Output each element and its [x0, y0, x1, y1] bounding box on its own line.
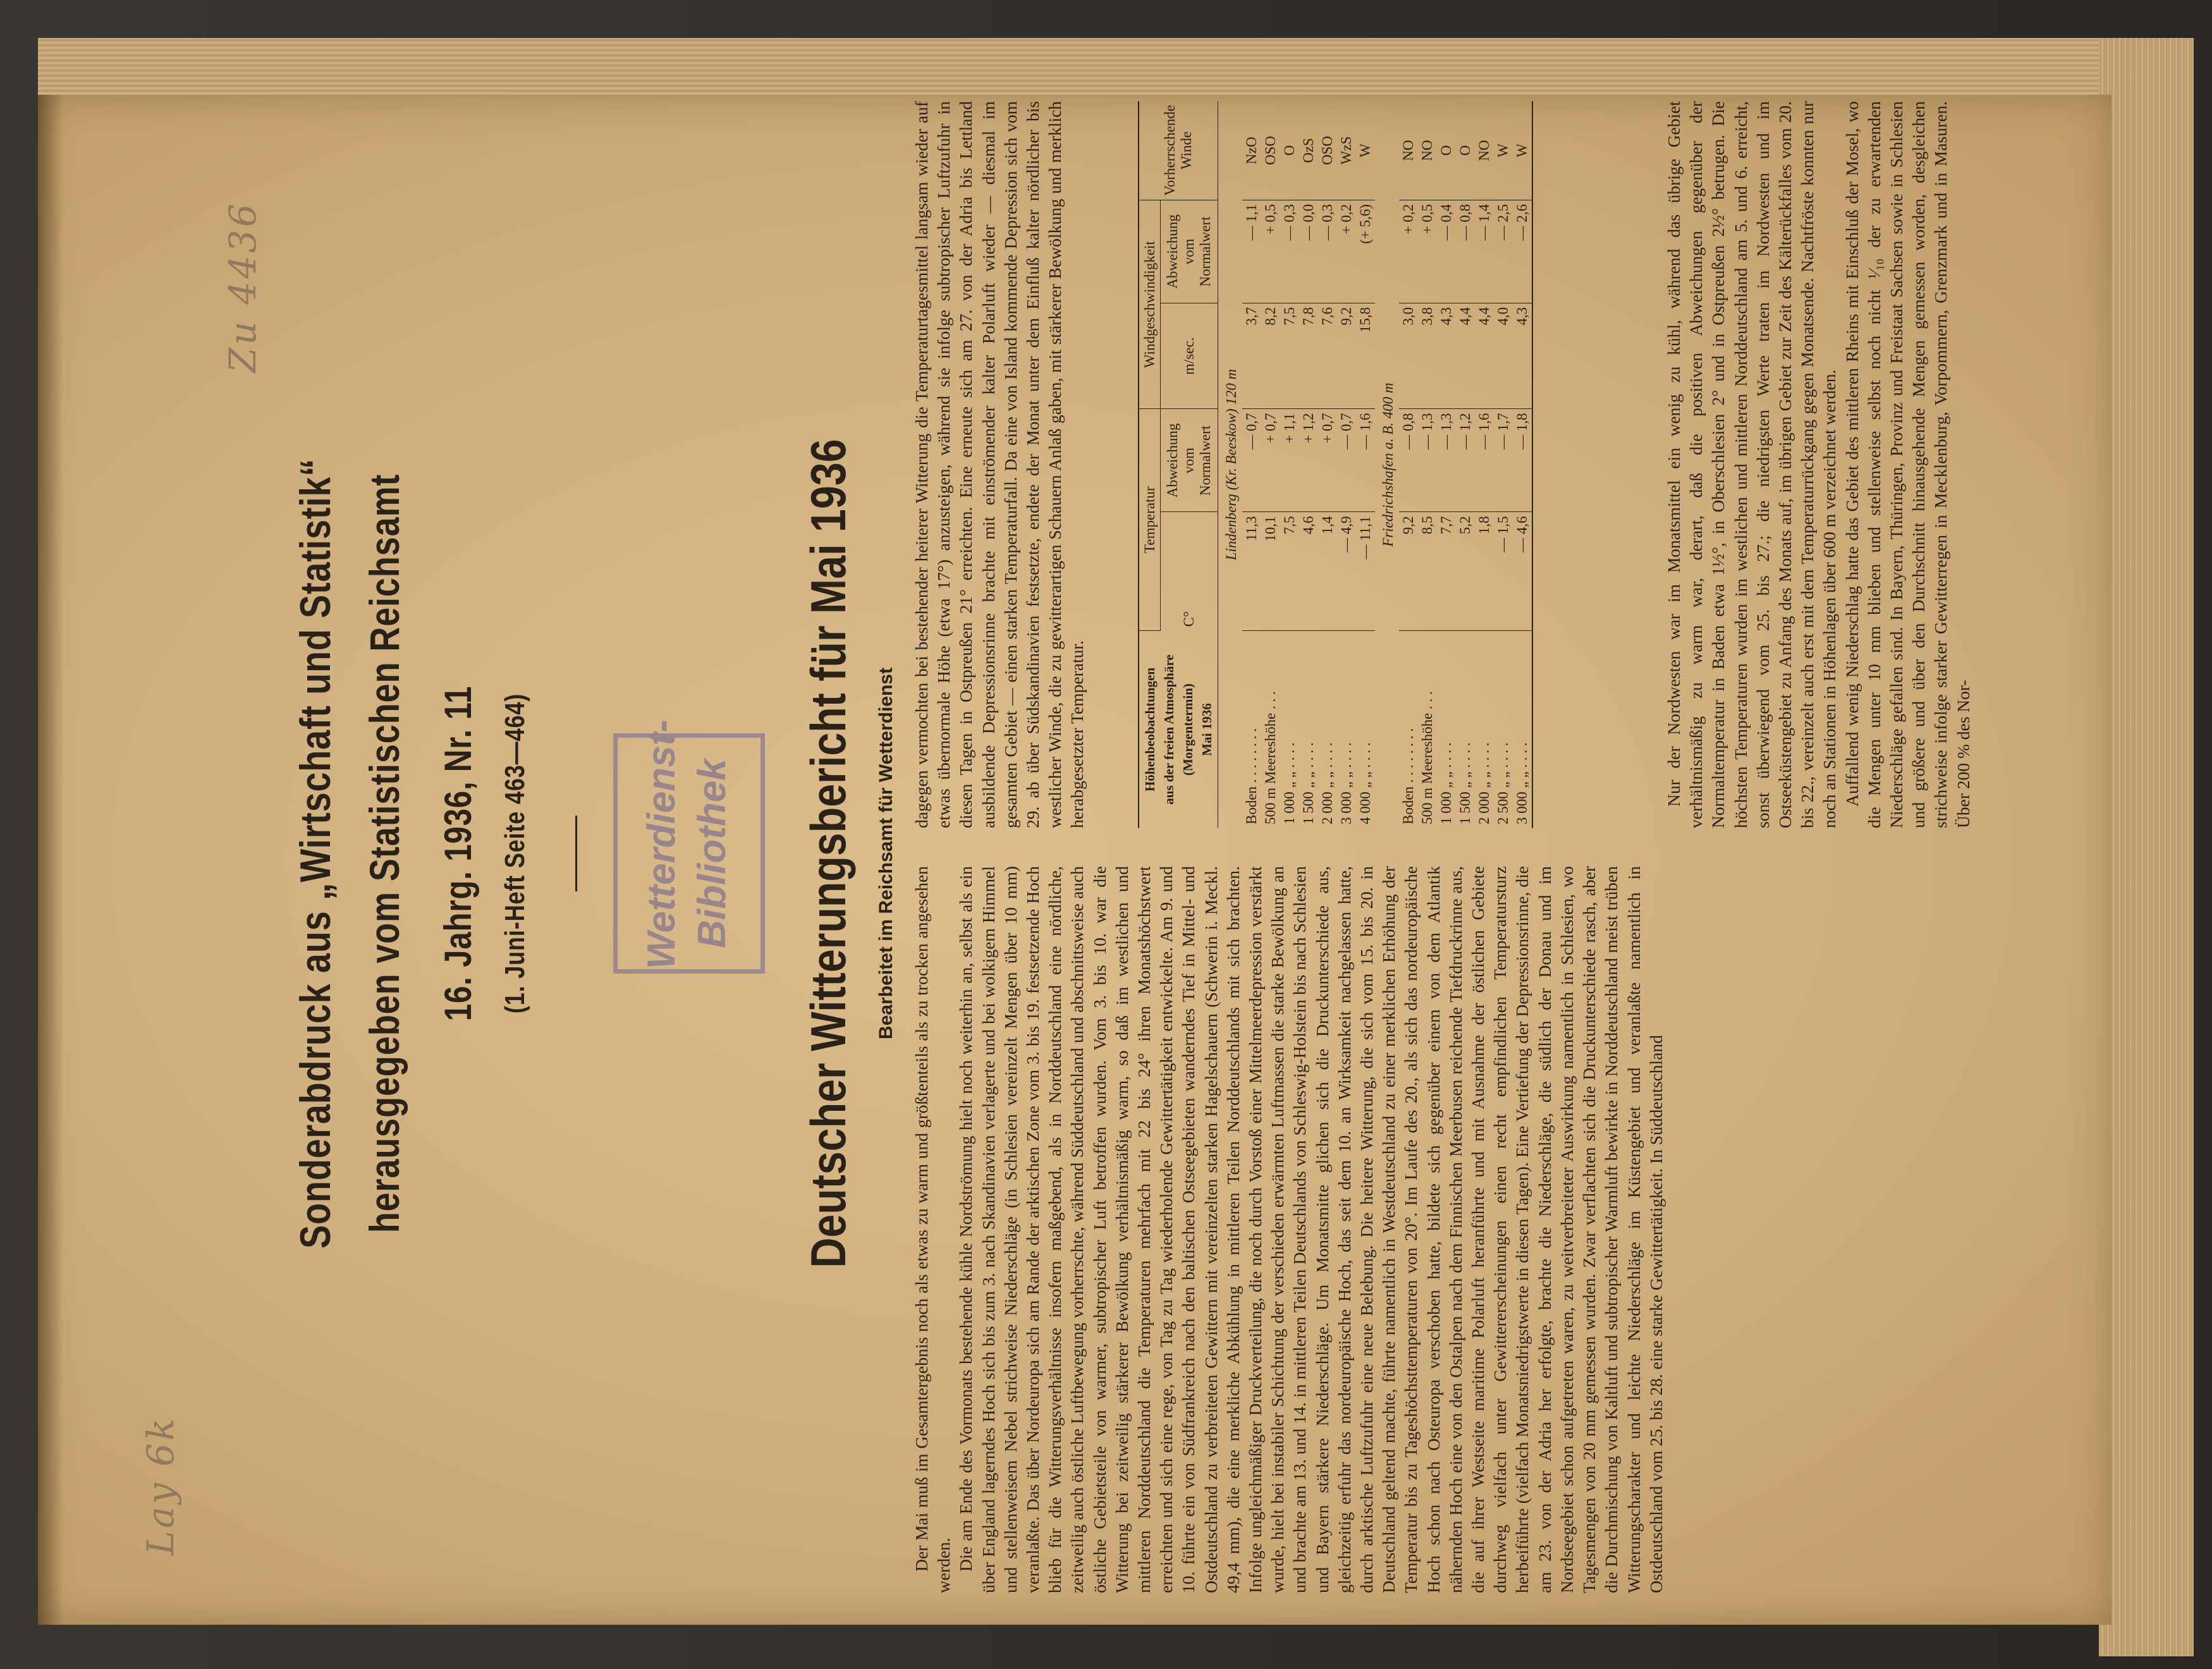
table-cell: — 1,7 — [1494, 409, 1513, 512]
stub-line-4: Mai 1936 — [1199, 703, 1214, 756]
table-row — [1513, 101, 1532, 828]
observations-table — [1138, 101, 1533, 828]
wind-group-header: Windgeschwindigkeit — [1139, 200, 1161, 408]
table-cell: 11,3 — [1242, 512, 1261, 631]
paragraph: Der Mai muß im Gesamtergebnis noch als etwas zu warm und größtenteils als zu trocken angesehen werden. — [912, 866, 954, 1593]
table-cell: 9,2 — [1337, 303, 1356, 408]
table-row — [1242, 101, 1261, 828]
table-cell: + 0,5 — [1418, 200, 1437, 303]
table-row — [1261, 101, 1280, 828]
table-cell: 9,2 — [1399, 512, 1418, 631]
header-line-1: Sonderabdruck aus „Wirtschaft und Statistik“ — [291, 458, 339, 1249]
right-intro-paragraph — [910, 101, 1119, 828]
table-cell: — 1,3 — [1437, 409, 1456, 512]
table-cell: 7,6 — [1318, 303, 1337, 408]
table-cell: — 0,8 — [1456, 200, 1475, 303]
table-cell: + 0,7 — [1318, 409, 1337, 512]
table-cell: — 2,5 — [1494, 200, 1513, 303]
table-row — [1356, 101, 1375, 828]
table-cell: 3,8 — [1418, 303, 1437, 408]
rotated-content — [82, 101, 2074, 1606]
table-cell: OSO — [1261, 101, 1280, 200]
lindenberg-section — [1218, 101, 1376, 828]
table-cell: — 0,8 — [1399, 409, 1418, 512]
table-cell: — 1,6 — [1475, 409, 1494, 512]
table-cell: O — [1437, 101, 1456, 200]
table-cell: — 0,7 — [1242, 409, 1261, 512]
page-gutter — [38, 95, 63, 1625]
paragraph: Die am Ende des Vormonats bestehende kühle Nordströmung hielt noch weiterhin an, selbst als ein über England lagerndes Hoch sich bis zum 3. nach Skandinavien verlagerte und bei wolkigem Himmel und stellenweisem Nebel strichweise Niederschläge (in Schlesien vereinzelt Mengen über 10 mm) veranlaßte. Das über Nordeuropa sich am Rande der arktischen Zone vom 3. bis 19. festsetzende Hoch blieb für die Witterungsverhältnisse insofern maßgebend, als in Norddeutschland eine nördliche, zeitweilig auch östliche Luftbewegung vorherrschte, während Süddeutschland und abschnittsweise auch östliche Gebietsteile von warmer, subtropischer Luft betroffen wurden. Vom 3. bis 10. war die Witterung bei zeitweilig stärkerer Bewölkung verhältnismäßig warm, so daß im westlichen und mittleren Norddeutschland die Temperaturen mehrfach mit 22 bis 24° ihren Monatshöchstwert erreichten und sich eine rege, von Tag zu Tag wiederholende Gewittertätigkeit entwickelte. Am 9. und 10. führte ein von Südfrankreich nach den baltischen Ostseegebieten wanderndes Tief in Mittel- und Ostdeutschland zu verbreiteten Gewittern mit vereinzelten starken Hagelschauern (Schwerin i. Meckl. 49,4 mm), die eine merkliche Abkühlung in mittleren Teilen Norddeutschlands mit sich brachten. Infolge ungleichmäßiger Druckverteilung, die noch durch Vorstoß einer Mittelmeerdepression verstärkt wurde, hielt bei instabiler Schichtung der verschieden erwärmten Luftmassen die starke Bewölkung an und brachte am 13. und 14. in mittleren Teilen Deutschlands von Schleswig-Holstein bis nach Schlesien und Bayern stärkere Niederschläge. Um Monatsmitte glichen sich die Druckunterschiede aus, gleichzeitig erfuhr das nordeuropäische Hoch, das seit dem 10. an Wirksamkeit nachgelassen hatte, durch arktische Luftzufuhr eine neue Belebung. Die heitere Witterung, die sich vom 15. bis 20. in Deutschland geltend machte, führte namentlich in Westdeutschland zu einer merklichen Erhöhung der Temperatur bis zu Tageshöchsttemperaturen von 20°. Im Laufe des 20., als sich das nordeuropäische Hoch schon nach Osteuropa verschoben hatte, bildete sich gegenüber einem von dem Atlantik nähernden Hoch eine von den Ostalpen nach dem Finnischen Meerbusen reichende Tiefdruckrinne aus, die auf ihrer Westseite maritime Polarluft heranführte und mit Ausnahme der östlichen Gebiete durchweg vielfach unter Gewittererscheinungen einen recht empfindlichen Temperatursturz herbeiführte (vielfach Monatsniedrigstwerte in diesen Tagen). Eine Vertiefung der Depressionsrinne, die am 23. von der Adria her erfolgte, brachte die Niederschläge, die südlich der Donau und im Nordseegebiet schon aufgetreten waren, zu weitverbreiteter Auswirkung namentlich in Schlesien, wo Tagesmengen von 20 mm gemessen wurden. Zwar verflachten sich die Druckunterschiede rasch, aber die Durchmischung von Kaltluft und subtropischer Warmluft bewirkte in Norddeutschland meist trüben Witterungscharakter und leichte Niederschläge im Küstengebiet und veranlaßte namentlich in Ostdeutschland vom 25. bis 28. eine starke Gewittertätigkeit. In Süddeutschland — [956, 866, 1666, 1593]
table-cell: + 0,2 — [1337, 200, 1356, 303]
table-cell: 4,4 — [1475, 303, 1494, 408]
friedrichshafen-section — [1375, 101, 1532, 828]
stub-line-3: (Morgentermin) — [1180, 683, 1195, 776]
table-cell: — 4,6 — [1513, 512, 1532, 631]
table-stub-header — [1139, 631, 1218, 829]
paragraph: Auffallend wenig Niederschlag hatte das Gebiet des mittleren Rheins mit Einschluß der Mosel, wo die Mengen unter 10 mm blieben und stellenweise selbst noch nicht ¹⁄₁₀ der zu erwartenden Niederschläge gefallen sind. In Bayern, Thüringen, Provinz und Freistaat Sachsen sowie in Schlesien und größere und über den Durchschnitt hinausgehende Mengen gemessen worden, desgleichen strichweise infolge starker Gewitterregen in Mecklenburg, Vorpommern, Grenzmark und in Masuren. Über 200 % des Nor- — [1842, 101, 1973, 828]
table-cell: — 0,3 — [1318, 200, 1337, 303]
table-row — [1418, 101, 1437, 828]
table-cell: NO — [1418, 101, 1437, 200]
stamp-line-2: Bibliothek — [690, 759, 734, 948]
row-label: 2 500 „ „ . . . . — [1495, 742, 1511, 824]
right-text-column — [1663, 101, 2055, 828]
table-cell: 8,5 — [1418, 512, 1437, 631]
table-cell: + 0,5 — [1261, 200, 1280, 303]
report-subtitle: Bearbeitet im Reichsamt für Wetterdienst — [876, 668, 896, 1039]
table-cell: NzO — [1242, 101, 1261, 200]
table-row — [1318, 101, 1337, 828]
table-cell: 1,8 — [1475, 512, 1494, 631]
table-cell: + 0,2 — [1399, 200, 1418, 303]
row-label: Boden . . . . . . . . — [1243, 728, 1259, 824]
row-label: 500 m Meereshöhe . . . — [1262, 691, 1278, 824]
table-cell: 4,3 — [1437, 303, 1456, 408]
table-cell: 7,8 — [1299, 303, 1318, 408]
header-rule — [575, 816, 577, 891]
table-cell: 5,2 — [1456, 512, 1475, 631]
table-cell: (+ 5,6) — [1356, 200, 1375, 303]
table-row — [1280, 101, 1299, 828]
table-cell: 7,5 — [1280, 303, 1299, 408]
table-cell: — 1,1 — [1242, 200, 1261, 303]
table-row — [1337, 101, 1356, 828]
table-cell: — 2,6 — [1513, 200, 1532, 303]
temp-c-header: C° — [1161, 512, 1218, 631]
table-cell: — 4,9 — [1337, 512, 1356, 631]
row-label: 1 500 „ „ . . . . — [1457, 742, 1473, 824]
header-line-2: herausgegeben vom Statistischen Reichsamt — [361, 474, 408, 1233]
table-cell: O — [1280, 101, 1299, 200]
table-cell: — 0,0 — [1299, 200, 1318, 303]
pencil-note-bottom: Lay 6k — [139, 1415, 182, 1555]
table-cell: W — [1494, 101, 1513, 200]
row-label: 1 500 „ „ . . . . — [1300, 742, 1316, 824]
table-cell: + 0,7 — [1261, 409, 1280, 512]
table-row — [1494, 101, 1513, 828]
table-cell: 1,4 — [1318, 512, 1337, 631]
table-cell: — 1,6 — [1356, 409, 1375, 512]
stub-line-2: aus der freien Atmosphäre — [1161, 654, 1176, 805]
section-title-lindenberg: Lindenberg (Kr. Beeskow) 120 m — [1223, 369, 1239, 561]
table-row — [1299, 101, 1318, 828]
table-cell: — 0,3 — [1280, 200, 1299, 303]
table-cell: + 1,1 — [1280, 409, 1299, 512]
table-cell: 10,1 — [1261, 512, 1280, 631]
temperature-group-header: Temperatur — [1139, 409, 1161, 631]
table-row — [1437, 101, 1456, 828]
table-cell: OSO — [1318, 101, 1337, 200]
table-cell: 4,0 — [1494, 303, 1513, 408]
row-label: Boden . . . . . . . . — [1400, 728, 1416, 824]
report-title: Deutscher Witterungsbericht für Mai 1936 — [800, 439, 856, 1268]
temp-dev-header: Abweichung vom Normalwert — [1161, 409, 1218, 512]
table-cell: — 1,3 — [1418, 409, 1437, 512]
row-label: 3 000 „ „ . . . . — [1338, 742, 1354, 824]
paragraph: dagegen vermochten bei bestehender heiterer Witterung die Temperaturtagesmittel langsam wieder auf etwas übernormale Höhe (etwa 17°) anzusteigen, während sie infolge subtropischer Luftzufuhr in diesen Tagen in Ostpreußen 21° erreichten. Eine erneute sich am 27. von der Adria bis Lettland ausbildende Depressionsrinne brachte mit einströmender kalter Polarluft wieder — diesmal im gesamten Gebiet — einen starken Temperaturfall. Da eine von Island kommende Depression sich vom 29. ab über Südskandinavien festsetzte, endete der Monat unter dem Einfluß kalter nördlicher bis westlicher Winde, die zu gewitterartigen Schauern Anlaß gaben, mit stärkerer Bewölkung und merklich herabgesetzter Temperatur. — [912, 101, 1087, 828]
table-cell: 3,7 — [1242, 303, 1261, 408]
table-cell: + 1,2 — [1299, 409, 1318, 512]
table-cell: W — [1513, 101, 1532, 200]
header-line-3: 16. Jahrg. 1936, Nr. 11 — [437, 685, 479, 1022]
prevailing-winds-header: Vorherrschende Winde — [1139, 101, 1218, 200]
table-cell: — 1,4 — [1475, 200, 1494, 303]
library-stamp — [613, 719, 765, 974]
table-cell: — 11,1 — [1356, 512, 1375, 631]
table-row — [1399, 101, 1418, 828]
row-label: 1 000 „ „ . . . . — [1438, 742, 1454, 824]
row-label: 1 000 „ „ . . . . — [1281, 742, 1297, 824]
table-row — [1475, 101, 1494, 828]
header-line-4: (1. Juni-Heft Seite 463—464) — [499, 693, 530, 1014]
table-cell: 4,4 — [1456, 303, 1475, 408]
row-label: 4 000 „ „ . . . . — [1357, 742, 1373, 824]
table-cell: — 1,8 — [1513, 409, 1532, 512]
table-cell: NO — [1475, 101, 1494, 200]
paragraph: Nur der Nordwesten war im Monatsmittel ein wenig zu kühl, während das übrige Gebiet verhältnismäßig zu warm war, derart, daß die positiven Abweichungen gegenüber der Normaltemperatur in Baden etwa 1½°, in Oberschlesien 2° und in Ostpreußen 2½° betrugen. Die höchsten Temperaturen wurden im westlichen und mittleren Norddeutschland am 5. und 6. erreicht, sonst überwiegend vom 25. bis 27.; die niedrigsten Werte traten im Nordwesten und im Ostseeküstengebiet zu Anfang des Monats auf, im übrigen Gebiet zur Zeit des Kälterückfalles vom 20. bis 22., vereinzelt auch erst mit dem Temperaturrückgang gegen Monatsende. Nachtfröste konnten nur noch an Stationen in Höhenlagen über 600 m verzeichnet werden. — [1664, 101, 1840, 828]
table-cell: NO — [1399, 101, 1418, 200]
stamp-line-1: Wetterdienst- — [640, 719, 683, 969]
table-cell: 7,7 — [1437, 512, 1456, 631]
row-label: 3 000 „ „ . . . . — [1513, 631, 1532, 829]
pencil-note-top: Zu 4436 — [221, 201, 264, 373]
row-label: 2 000 „ „ . . . . — [1319, 742, 1335, 824]
wind-ms-header: m/sec. — [1161, 303, 1218, 408]
table-cell: 4,6 — [1299, 512, 1318, 631]
row-label: 500 m Meereshöhe . . . — [1419, 691, 1435, 824]
table-cell: W — [1356, 101, 1375, 200]
left-text-column — [910, 866, 2048, 1593]
wind-dev-header: Abweichung vom Normalwert — [1161, 200, 1218, 303]
table-cell: — 0,7 — [1337, 409, 1356, 512]
table-cell: OzS — [1299, 101, 1318, 200]
row-label: 2 000 „ „ . . . . — [1476, 742, 1492, 824]
table-cell: 3,0 — [1399, 303, 1418, 408]
table-cell: — 0,4 — [1437, 200, 1456, 303]
table-cell: WzS — [1337, 101, 1356, 200]
table-cell: O — [1456, 101, 1475, 200]
page-stack-edge — [2099, 38, 2194, 1656]
stub-line-1: Höhenbeobachtungen — [1142, 667, 1158, 792]
table-cell: 4,3 — [1513, 303, 1532, 408]
table-cell: 15,8 — [1356, 303, 1375, 408]
section-title-friedrichshafen: Friedrichshafen a. B. 400 m — [1380, 382, 1396, 547]
table-row — [1456, 101, 1475, 828]
table-cell: — 1,5 — [1494, 512, 1513, 631]
table-cell: — 1,2 — [1456, 409, 1475, 512]
table-cell: 8,2 — [1261, 303, 1280, 408]
table-cell: 7,5 — [1280, 512, 1299, 631]
